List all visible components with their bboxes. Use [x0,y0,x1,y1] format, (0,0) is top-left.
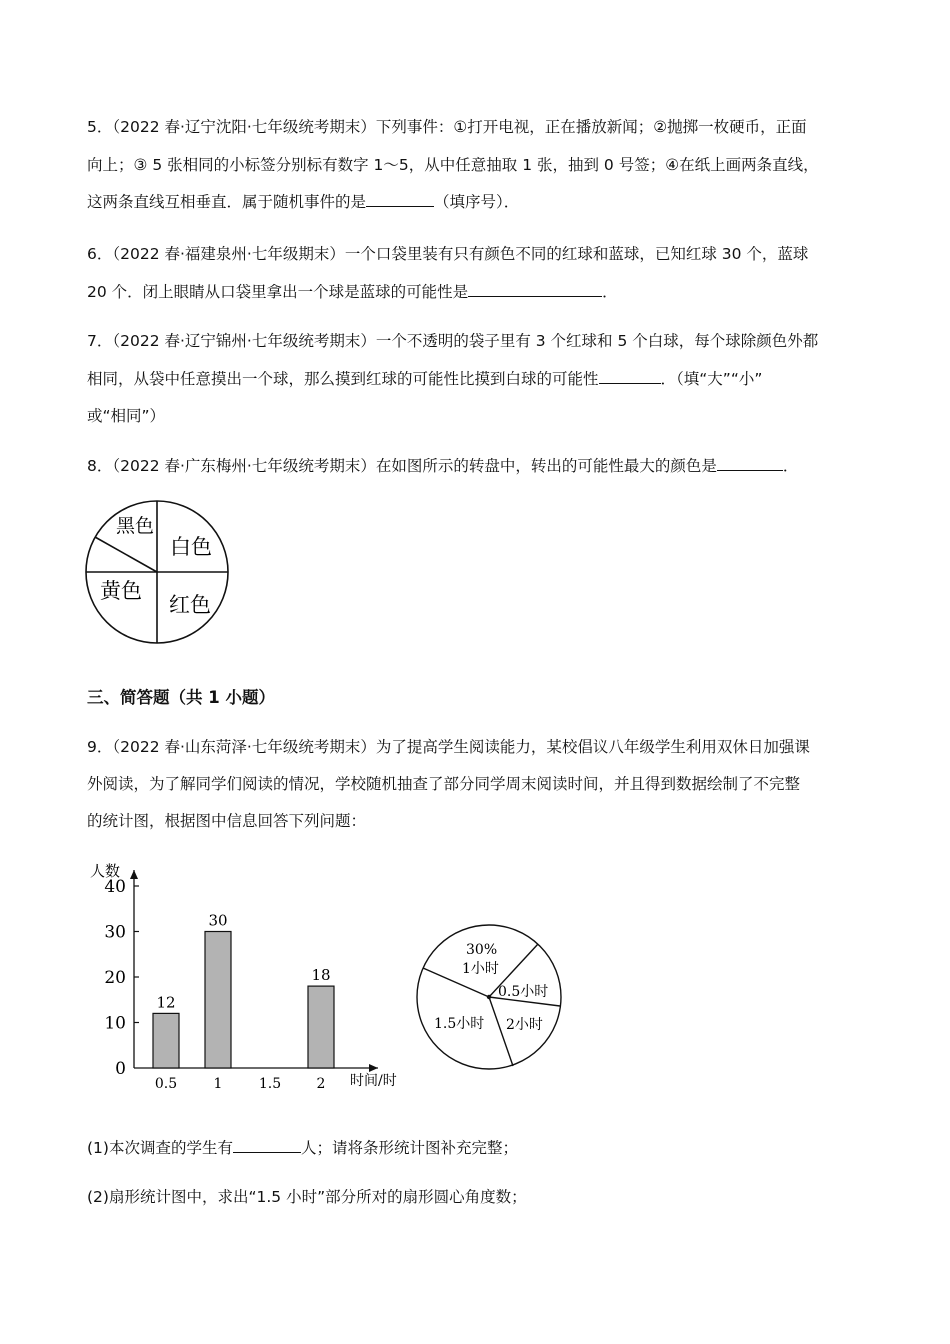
pie-label-2h: 2小时 [506,1017,543,1033]
q9-sub-1-suffix: 人；请将条形统计图补充完整； [300,1139,518,1157]
y-tick-label: 0 [115,1059,126,1079]
q5-line-3-text: 这两条直线互相垂直．属于随机事件的是 [87,193,367,211]
q7-line-3: 或“相同”） [87,407,166,425]
q9-sub-1-text: (1)本次调查的学生有 [87,1139,233,1157]
x-axis-arrow [369,1064,378,1072]
x-tick-label: 2 [316,1076,326,1092]
x-tick-label: 0.5 [154,1076,178,1092]
bar [205,932,231,1069]
q6-line-2-text: 20 个．闭上眼睛从口袋里拿出一个球是蓝球的可能性是 [87,283,469,301]
spinner-figure [80,498,240,650]
q5-line-1: 5．（2022 春·辽宁沈阳·七年级统考期末）下列事件：①打开电视，正在播放新闻；②抛掷一枚硬币，正面 [87,118,807,136]
q8-answer-blank[interactable] [717,456,783,471]
bar [153,1013,179,1068]
q5-line-3-suffix: （填序号）． [434,193,520,211]
y-tick-label: 40 [104,877,126,897]
pie-label-1h: 1小时 [462,961,499,977]
pie-label-1-5h: 1.5小时 [434,1016,485,1032]
bar-data-label: 30 [208,911,228,930]
y-axis-arrow [130,870,138,879]
bar [308,986,334,1068]
q9-sub-2: (2)扇形统计图中，求出“1.5 小时”部分所对的扇形圆心角度数； [87,1188,527,1206]
q8-line-1-text: 8．（2022 春·广东梅州·七年级统考期末）在如图所示的转盘中，转出的可能性最大的颜色是 [87,457,717,475]
q9-line-3: 的统计图，根据图中信息回答下列问题： [87,812,367,830]
bar-chart-ylabel: 人数 [90,862,121,880]
q7-line-2 [87,369,762,389]
bar-chart-bars [153,912,334,1069]
q7-line-2-suffix: ．（填“大”“小” [660,370,763,388]
spinner-label-black: 黑色 [116,515,155,537]
x-tick-label: 1.5 [258,1076,282,1092]
q6-line-1: 6．（2022 春·福建泉州·七年级期末）一个口袋里装有只有颜色不同的红球和蓝球，已知红球 30 个，蓝球 [87,245,809,263]
y-tick-label: 10 [104,1013,126,1034]
x-tick-label: 1 [213,1076,223,1092]
spinner-label-red: 红色 [169,593,211,617]
q9-answer-blank[interactable] [233,1138,301,1153]
spinner-label-white: 白色 [170,535,212,559]
q7-line-2-text: 相同，从袋中任意摸出一个球，那么摸到红球的可能性比摸到白球的可能性 [87,370,599,388]
q8-line-1-suffix: ． [782,457,799,475]
q5-answer-blank[interactable] [366,192,434,207]
bar-chart-xlabel: 时间/时 [350,1073,397,1089]
q9-line-2: 外阅读，为了解同学们阅读的情况，学校随机抽查了部分同学周末阅读时间，并且得到数据绘制了不完整 [87,775,801,793]
spinner-divider-upper-left [95,537,157,572]
q7-answer-blank[interactable] [599,369,661,384]
q9-line-1: 9．（2022 春·山东菏泽·七年级统考期末）为了提高学生阅读能力，某校倡议八年级学生利用双休日加强课 [87,738,810,756]
bar-chart-y-axis [104,870,139,1079]
bar-data-label: 18 [311,966,331,985]
pie-percent-1h: 30% [466,942,498,958]
y-tick-label: 20 [104,968,126,988]
pie-center-dot [487,995,491,999]
q6-line-2-suffix: ． [602,283,618,301]
q6-line-2 [87,282,618,302]
pie-label-0-5h: 0.5小时 [498,984,549,1000]
q5-line-3 [87,192,519,212]
q6-answer-blank[interactable] [468,282,602,297]
pie-chart [410,918,570,1078]
bar-data-label: 12 [156,993,176,1012]
spinner-label-yellow: 黄色 [100,579,142,603]
y-tick-label: 30 [104,922,126,943]
bar-chart [82,852,422,1094]
section-heading: 三、简答题（共 1 小题） [87,688,275,707]
q5-line-2: 向上；③ 5 张相同的小标签分别标有数字 1～5，从中任意抽取 1 张，抽到 0 号签；④在纸上画两条直线， [87,156,819,174]
q8-line-1 [87,456,798,476]
q9-sub-1 [87,1138,518,1158]
q7-line-1: 7．（2022 春·辽宁锦州·七年级统考期末）一个不透明的袋子里有 3 个红球和 5 个白球，每个球除颜色外都 [87,332,819,350]
